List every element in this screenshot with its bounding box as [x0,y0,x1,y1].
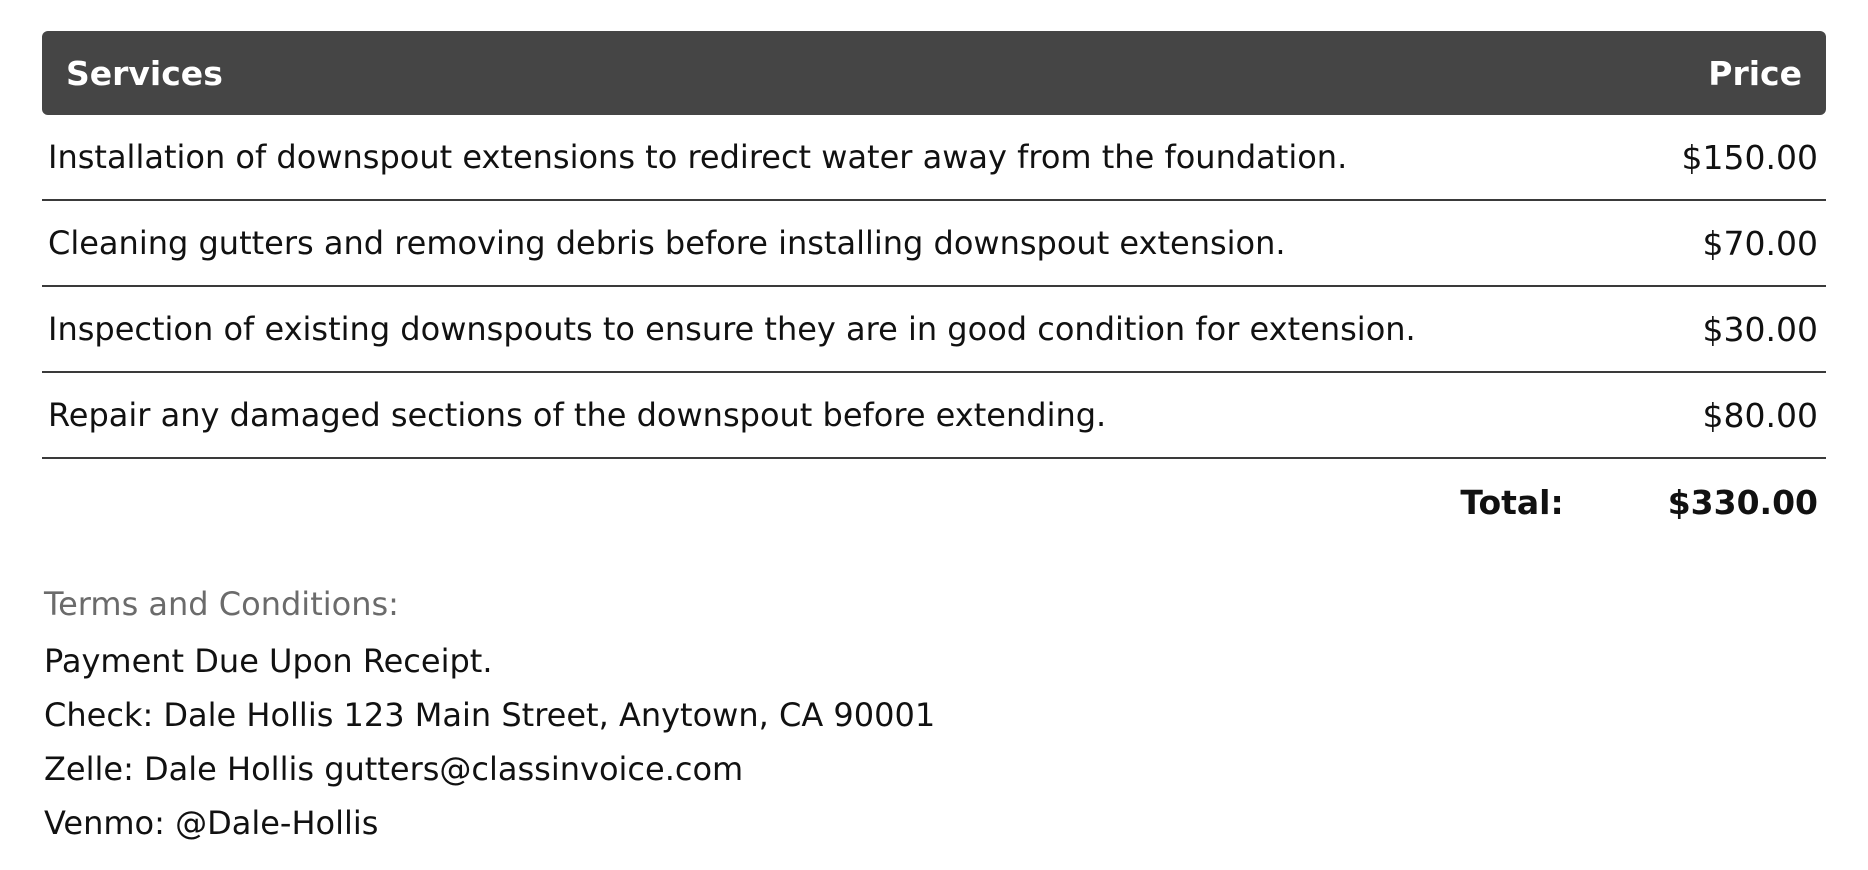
service-price: $70.00 [1702,223,1818,263]
table-row [42,373,1826,459]
terms-title: Terms and Conditions: [44,585,399,623]
terms-check-details: Check: Dale Hollis 123 Main Street, Anytown, CA 90001 [44,696,936,734]
total-label: Total: [1460,482,1564,522]
service-description: Cleaning gutters and removing debris before installing downspout extension. [48,224,1286,262]
service-price: $30.00 [1702,309,1818,349]
price-column-header: Price [1708,53,1802,93]
service-price: $150.00 [1681,137,1818,177]
service-description: Repair any damaged sections of the downspout before extending. [48,396,1107,434]
service-description: Installation of downspout extensions to redirect water away from the foundation. [48,138,1348,176]
table-header [42,31,1826,115]
table-row [42,115,1826,201]
invoice-services-table [42,31,1826,545]
table-row [42,201,1826,287]
terms-zelle-details: Zelle: Dale Hollis gutters@classinvoice.com [44,750,744,788]
terms-payment-due: Payment Due Upon Receipt. [44,642,493,680]
service-price: $80.00 [1702,395,1818,435]
table-row [42,287,1826,373]
total-value: $330.00 [1667,482,1818,522]
terms-venmo-details: Venmo: @Dale-Hollis [44,804,379,842]
services-column-header: Services [66,53,223,93]
terms-and-conditions [44,578,1244,850]
total-row [42,459,1826,545]
service-description: Inspection of existing downspouts to ensure they are in good condition for extension. [48,310,1416,348]
